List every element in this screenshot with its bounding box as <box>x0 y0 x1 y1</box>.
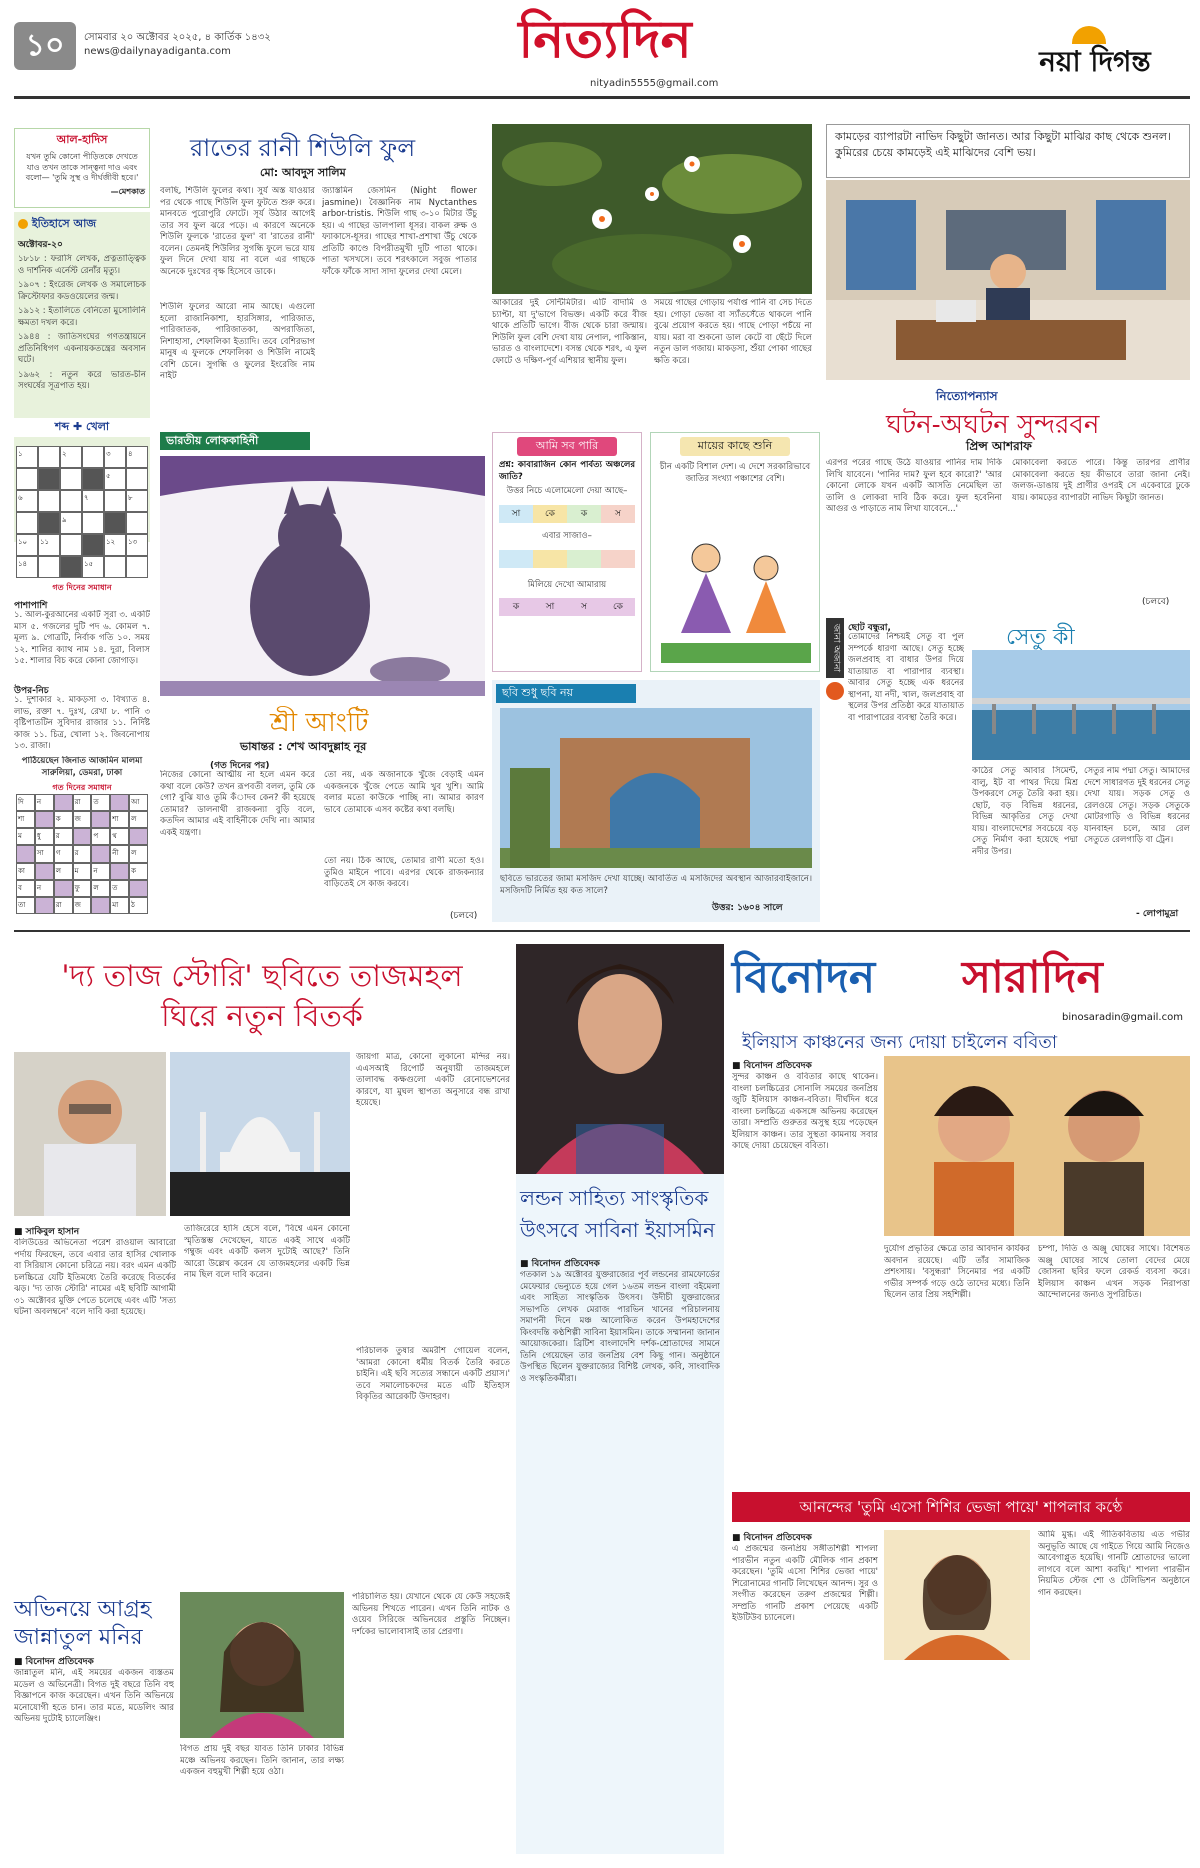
kids-section <box>492 432 820 922</box>
answer-cell <box>73 828 92 845</box>
knowledge-title[interactable]: সেতু কী <box>1006 625 1075 650</box>
answer-cell: রা <box>73 794 92 811</box>
babita-byline <box>732 1058 812 1073</box>
sabina-photo <box>516 944 724 1174</box>
knowledge-article <box>826 618 1190 922</box>
answer-cell: রা <box>54 897 73 914</box>
sabina-title-line1[interactable]: লন্ডন সাহিত্য সাংস্কৃতিক <box>520 1186 709 1210</box>
quiz-blank-cell[interactable] <box>567 550 601 568</box>
crossword-block <box>38 512 60 534</box>
babita-body: চম্পা, দিতি ও অঞ্জু ঘোষের সাথে। বিশেষত অঞ্জু ঘোষের সাথে তোলা বেদের মেয়ে জোসনা ছবির ফলে রেকর্ড ব্যবসা করে। ইলিয়াস কাঞ্চন এখন সড়ক নিরাপত্তা আন্দোলনের জন্যও সুপরিচিত। <box>1038 1244 1190 1300</box>
across-title: পাশাপাশি <box>14 601 48 611</box>
answer-cell <box>35 811 54 828</box>
down-title: উপর-নিচ <box>14 686 49 696</box>
byline-bullet-icon: ■ <box>520 1259 532 1269</box>
answer-cell: ন <box>35 880 54 897</box>
quiz-box <box>492 432 642 672</box>
crossword-cell[interactable]: ৪ <box>126 446 148 468</box>
section-divider <box>14 930 1190 932</box>
history-item: ১৯৬২ : নতুন করে ভারত-চীন সংঘর্ষের সূত্রপাত হয়। <box>18 369 146 391</box>
babita-title[interactable]: ইলিয়াস কাঞ্চনের জন্য দোয়া চাইলেন ববিতা <box>742 1032 1058 1053</box>
crossword-cell[interactable]: ১৪ <box>16 556 38 578</box>
answer-cell: ম <box>16 828 35 845</box>
crossword-cell[interactable]: ১৩ <box>126 534 148 556</box>
jannatul-title-line2[interactable]: জান্নাতুল মনির <box>14 1625 143 1650</box>
answer-cell: প <box>91 828 110 845</box>
shiuli-body: আকারের দুই সেন্টিমিটার। এটি বাদামি ও চ্যাপ্টা, যা দু'ভাগে বিভক্ত। একটি করে বীজ থাকে প্রতিটি ভাগে। বীজ থেকে চারা জন্মায়। শিউলি ফুল বেশি দেখা যায় নেপাল, পাকিস্তান, ভারত ও বাংলাদেশে। বসন্ত থেকে শরৎ, এ ফুল ফোটে ও দক্ষিণ-পূর্ব এশিয়ার স্থানীয় ফুল। <box>492 298 647 366</box>
date-line: সোমবার ২০ অক্টোবর ২০২৫, ৪ কার্তিক ১৪৩২ <box>84 32 271 43</box>
crossword-cell[interactable]: ৮ <box>126 490 148 512</box>
crossword-cell[interactable]: ১ <box>16 446 38 468</box>
sender-line: পাঠিয়েছেন জিনাত আজমিন মালমা সারুলিয়া, ডেমরা, ঢাকা <box>21 756 143 778</box>
crossword-cell[interactable] <box>60 468 82 490</box>
shiuli-body: শিউলি ফুলের আরো নাম আছে। এগুলো হলো রাজানিকাশা, হারসিঙ্গার, পারিজাত, পারিজাতক, পারিজাতকা, অপরাজিতা, নিশাহাসা, শেফালিকা ইত্যাদি। তবে বেশিরভাগ মানুষ এ ফুলকে শেফালিকা ও শিউলি নামেই বেশি চেনে। সুগন্ধি ও ফুলের ইংরেজি নাম নাইট <box>160 302 315 381</box>
kids-drawing <box>661 523 811 663</box>
shapla-byline <box>732 1530 812 1545</box>
novel-illustration <box>826 180 1190 380</box>
crossword-cell[interactable] <box>60 534 82 556</box>
answer-cell: জ <box>73 811 92 828</box>
novel-caption: কামড়ের ব্যাপারটা নাভিদ কিছুটা জানত। আর কিছুটা মাঝির কাছ থেকে শুনল। কুমিরের চেয়ে কামড়েই এই মাঝিদের বেশি ভয়। <box>826 124 1190 178</box>
novel-article <box>826 124 1190 610</box>
jannatul-photo <box>180 1592 344 1738</box>
answer-cell: কা <box>16 863 35 880</box>
answer-cell: ল <box>91 880 110 897</box>
shapla-body: আমি মুগ্ধ। এই গীতিকবিতায় এত গভীর অনুভূতি আছে যে গাইতে গিয়ে আমি নিজেও আবেগাপ্লুত হয়েছি। গানটি শ্রোতাদের ভালো লাগবে বলে আশা করছি।' শাপলা পারভীন নিয়মিত স্টেজ শো ও টেলিভিশন অনুষ্ঠানে গান করছেন। <box>1038 1530 1190 1598</box>
jannatul-title-line1[interactable]: অভিনয়ে আগ্রহ <box>14 1597 152 1622</box>
photo-quiz-answer: উত্তর: ১৬০৪ সালে <box>712 903 783 913</box>
answer-cell: ঠ <box>129 897 148 914</box>
sabina-article <box>516 944 724 1854</box>
crossword-block <box>60 556 82 578</box>
babita-kanchon-photo <box>884 1056 1190 1236</box>
binodon-brand-2: সারাদিন <box>962 952 1103 1003</box>
novel-author: প্রিন্স আশরাফ <box>966 439 1032 453</box>
answer-cell: গ <box>54 845 73 862</box>
photo-quiz-label: ছবি শুধু ছবি নয় <box>496 684 636 703</box>
folk-label: ভারতীয় লোককাহিনী <box>160 432 310 450</box>
answer-cell: ন <box>35 794 54 811</box>
sabina-byline-text: বিনোদন প্রতিবেদক <box>531 1259 600 1269</box>
photo-quiz-caption: ছবিতে ভারতের জামা মসজিদ দেখা যাচ্ছে। আবর্তিত এ মসজিদের অবস্থান আজারবাইজানে। মসজিদটি নির্মিত হয় কত সালে? <box>500 874 812 896</box>
jannatul-body: জান্নাতুল মনি, এই সময়ের একজন ব্যস্ততম মডেল ও অভিনেত্রী। বিগত দুই বছরে তিনি বহু বিজ্ঞাপনে কাজ করেছেন। এখন তিনি অভিনয়ে মনোযোগী হতে চান। তার মতে, মডেলিং আর অভিনয় দুটোই চ্যালেঞ্জিং। <box>14 1668 174 1724</box>
quiz-cell: কে <box>533 505 567 523</box>
crossword-cell[interactable]: ১০ <box>16 534 38 556</box>
answer-cell: জ <box>73 897 92 914</box>
crossword-cell[interactable] <box>126 468 148 490</box>
taj-title-line2[interactable]: ঘিরে নতুন বিতর্ক <box>161 999 363 1034</box>
header-rule <box>14 96 1190 99</box>
quiz-cell: ক <box>499 598 533 616</box>
answer-cell: র <box>73 845 92 862</box>
crossword-cell[interactable]: ৯ <box>60 512 82 534</box>
knowledge-credit: - লোপামুদ্রা <box>1136 909 1179 919</box>
answer-cell: ফু <box>73 880 92 897</box>
puzzle-title: শব্দ ✚ খেলা <box>14 418 150 437</box>
quiz-title: আমি সব পারি <box>517 437 617 456</box>
answer-cell <box>110 794 129 811</box>
answer-cell: তা <box>16 897 35 914</box>
crossword-cell[interactable] <box>38 556 60 578</box>
shiuli-article <box>160 124 820 424</box>
binodon-email[interactable]: binosaradin@gmail.com <box>1062 1012 1183 1023</box>
history-title-text: ইতিহাসে আজ <box>31 217 97 230</box>
sabina-title-line2[interactable]: উৎসবে সাবিনা ইয়াসমিন <box>520 1218 715 1242</box>
taj-byline <box>14 1224 79 1239</box>
binodon-brand <box>732 944 1190 1014</box>
crossword-cell[interactable] <box>60 490 82 512</box>
crossword-cell[interactable] <box>82 512 104 534</box>
babita-byline-text: বিনোদন প্রতিবেদক <box>743 1061 812 1071</box>
answer-cell: মা <box>110 897 129 914</box>
crossword-cell[interactable] <box>104 490 126 512</box>
quiz-question: প্রশ্ন: কাবারাজিন কোন পার্বত্য অঞ্চলের জাতি? <box>499 460 635 482</box>
folk-continued: (চলবে) <box>450 911 478 921</box>
jannatul-body: বিগত প্রায় দুই বছর যাবত তিনি ঢাকার বিভিন্ন মঞ্চে অভিনয় করছেন। তিনি জানান, তার লক্ষ্য একজন বহুমুখী শিল্পী হয়ে ওঠা। <box>180 1744 344 1777</box>
binodon-brand-1: বিনোদন <box>732 952 876 1003</box>
novel-continued: (চলবে) <box>1142 597 1170 607</box>
hadith-source: —মেশকাত <box>110 186 145 196</box>
answer-cell: ব <box>16 880 35 897</box>
answer-cell: শা <box>110 811 129 828</box>
shapla-title[interactable]: আনন্দের 'তুমি এসো শিশির ভেজা পায়ে' শাপলার কণ্ঠে <box>732 1492 1190 1522</box>
left-column <box>14 128 150 918</box>
quiz-answer-row <box>499 598 635 616</box>
knowledge-body: কাঠের সেতু আবার সিমেন্ট, বালু, ইট বা পাথর দিয়ে মিশ্র উপকরণে সেতু তৈরি করা হয়। ছোট, বড় বিভিন্ন ধরনের, বিভিন্ন আকৃতির সেতু দেখা যায়। বাংলাদেশের সবচেয়ে বড় সেতু নির্মাণ করা হয়েছে পদ্মা নদীর উপর। <box>972 766 1078 857</box>
answer-cell: ত <box>91 794 110 811</box>
answer-cell: দি <box>16 794 35 811</box>
website-link[interactable]: news@dailynayadiganta.com <box>84 46 231 57</box>
answer-cell: ল <box>129 811 148 828</box>
knowledge-body: সেতুর নাম পদ্মা সেতু। আমাদের দেশে সাধারণত দুই ধরনের সেতু দেখা যায়। সড়ক সেতু ও রেলওয়ে সেতু। সড়ক সেতুকে মোটরগাড়ি ও বিভিন্ন ধরনের যানবাহন চলে, আর রেল সেতুতে রেলগাড়ি বা ট্রেন। <box>1084 766 1190 845</box>
shiuli-body: বলছি, শিউলি ফুলের কথা। সুর্য অস্ত যাওয়ার পর থেকে গাছে শিউলি ফুল ফুটতে শুরু করে। মানবতে পুরোপুরি ফোটে। সূর্য উঠার আগেই তার সব ফুল ঝরে পড়ে। এ কারণে অনেকে শিউলি ফুলকে 'রাতের ফুল' বা 'রাতের রানী' বলেন। তেমনই শিউলির সুগন্ধি ফুলে ভরে যায় ফুল দিনে দেখা যায় না বলে এর গাছকে অনেকে দুঃখের বৃক্ষ হিসেবে ডাকে। <box>160 186 315 277</box>
taj-body: পরিচালক তুষার অমরীশ গোয়েল বলেন, 'আমরা কোনো ধর্মীয় বিতর্ক তৈরি করতে চাইনি। এই ছবি সত্যের সন্ধানে একটি প্রয়াস।' তবে সমালোচকদের মতে এটি ইতিহাস বিকৃতির আরেকটি উদাহরণ। <box>356 1346 510 1402</box>
folk-body: নিজের কোনো আত্মীয় না হলে এমন করে কথা বলে কেউ? তখন রূপবতী বলল, তুমি কে গো? বুঝি যাও তুমি কঁাদব কেন? কী হয়েছে তোমার? ডালনাথী রাজকন্যা বুড়ি বলে, কতদিন আমার এই বাহিনীকে দেখি না। আমার একই যন্ত্রণা। <box>160 770 315 838</box>
babita-body: সুন্দর কাঞ্চন ও ববিতার কাছে থাকেন। বাংলা চলচ্চিত্রের সোনালি সময়ের জনপ্রিয় জুটি ইলিয়াস কাঞ্চন-ববিতা। দীর্ঘদিন ধরে বাংলা চলচ্চিত্রে একসঙ্গে অভিনয় করেছেন তারা। সম্প্রতি গুরুতর অসুস্থ হয়ে পড়েছেন ইলিয়াস কাঞ্চন। তার সুস্থতা কামনায় সবার কাছে দোয়া চেয়েছেন ববিতা। <box>732 1072 878 1151</box>
quiz-check: মিলিয়ে দেখো আমারায় <box>527 580 607 590</box>
taj-body: বলিউডের অভিনেতা পরেশ রাওয়াল আবারো পর্দায় ফিরছেন, তবে এবার তার হাসির খোলাক বা সিরিয়াস কোনো চরিত্রে নয়। বরং এমন একটি চলচ্চিত্রে যেটি ইতিমধ্যে তৈরি করেছে বিতর্কের ঝড়। 'দ্য তাজ স্টোরি' নামের এই ছবিটি আগামী ৩১ অক্টোবর মুক্তি পেতে চলেছে এবং এটি 'সত্য ঘটনা অবলম্বনে' বলে দাবি করা হয়েছে। <box>14 1238 176 1317</box>
crossword-block <box>104 512 126 534</box>
knowledge-subhead: ছোট বন্ধুরা, <box>848 623 891 633</box>
quiz-cell: সা <box>499 505 533 523</box>
jannatul-byline <box>14 1654 94 1669</box>
quiz-cell: ক <box>567 505 601 523</box>
crossword-cell[interactable]: ৬ <box>16 490 38 512</box>
crossword-cell[interactable] <box>126 556 148 578</box>
answer-cell: ল <box>54 863 73 880</box>
section-title: নিত্যদিন <box>518 9 692 70</box>
crossword-block <box>38 468 60 490</box>
crossword-cell[interactable]: ২ <box>60 446 82 468</box>
answer-cell: ন <box>91 863 110 880</box>
mother-text: চীন একটি বিশাল দেশ। এ দেশে সরকারিভাবে জাতির সংখ্যা পঞ্চাশের বেশি। <box>659 462 811 484</box>
folk-body: তো নয়। ঠিক আছে, তোমার রাণী মতো হও। তুমিও মাইনে পাবে। এরপর থেকে রাজকন্যার বাড়িতেই সে কাজ করবে। <box>324 856 484 889</box>
crossword-block <box>82 468 104 490</box>
answer-cell <box>35 897 54 914</box>
taj-byline-text: সাকিবুল হাসান <box>25 1227 80 1237</box>
answer-cell: ক <box>54 811 73 828</box>
answer-cell <box>54 794 73 811</box>
history-item: ১৯১২ : ইতালিতে বেনিতো মুসোলিনি ক্ষমতা দখল করে। <box>18 306 146 328</box>
crossword-cell[interactable] <box>38 490 60 512</box>
answer-cell: শা <box>16 811 35 828</box>
shapla-byline-text: বিনোদন প্রতিবেদক <box>743 1533 812 1543</box>
taj-mahal-photo <box>170 1052 350 1216</box>
answer-grid <box>16 794 148 914</box>
crossword-block <box>82 534 104 556</box>
taj-title-line1[interactable]: 'দ্য তাজ স্টোরি' ছবিতে তাজমহল <box>61 959 463 994</box>
photo-quiz <box>492 680 820 922</box>
novel-title[interactable]: ঘটন-অঘটন সুন্দরবন <box>886 410 1100 440</box>
history-item: ১৯৪৪ : জাতিসংঘের গণতন্ত্রায়নে প্রতিনিধিগণ একনায়কতন্ত্রের অবসান ঘটে। <box>18 332 146 365</box>
byline-bullet-icon: ■ <box>14 1657 26 1667</box>
knowledge-info-icon <box>826 682 844 700</box>
mother-box <box>650 432 820 672</box>
answer-cell: ত <box>110 880 129 897</box>
quiz-blank-cell[interactable] <box>601 550 635 568</box>
shapla-body: এ প্রজন্মের জনপ্রিয় সঙ্গীতশিল্পী শাপলা পারভীন নতুন একটি মৌলিক গান প্রকাশ করেছেন। 'তুমি এসো শিশির ভেজা পায়ে' শিরোনামের গানটি লিখেছেন আনন্দ। সুর ও সংগীত করেছেন তরুণ প্রজন্মের শিল্পী। সম্প্রতি গানটি প্রকাশ পেয়েছে একটি ইউটিউব চ্যানেলে। <box>732 1544 878 1623</box>
byline-bullet-icon: ■ <box>732 1061 744 1071</box>
novel-series: নিত্যোপন্যাস <box>936 389 998 403</box>
bridge-photo <box>972 650 1190 760</box>
taj-article <box>14 944 510 1584</box>
sabina-byline <box>520 1256 600 1271</box>
binodon-section <box>732 944 1190 1854</box>
quiz-blank-cell[interactable] <box>499 550 533 568</box>
answer-cell <box>129 880 148 897</box>
mother-title: মায়ের কাছে শুনি <box>680 437 790 456</box>
quiz-letter-row <box>499 505 635 523</box>
crossword-cell[interactable]: ৫ <box>104 468 126 490</box>
section-email[interactable]: nityadin5555@gmail.com <box>590 78 719 89</box>
history-item: ১৯০৭ : ইংরেজ লেখক ও সমালোচক ক্রিস্টোফার কডওয়েলের জন্ম। <box>18 280 146 302</box>
jannatul-article <box>14 1592 510 1858</box>
crossword-cell[interactable]: ৭ <box>82 490 104 512</box>
answer-cell: ল <box>129 845 148 862</box>
answer-cell <box>35 863 54 880</box>
babita-body: দুর্যোগ প্রভৃতির ক্ষেত্রে তার আবদান কার্যকর অবদান রয়েছে। এটি তাঁর সামাজিক প্রশংসায়। 'বসুন্ধরা' সিনেমার পর একটি গভীর সম্পর্ক গড়ে ওঠে তাদের মধ্যে। তিনি ছিলেন তার প্রিয় সহশিল্পী। <box>884 1244 1030 1300</box>
crossword-cell[interactable] <box>16 468 38 490</box>
folk-body: তো নয়, এক অজানাকে খুঁজে বেড়াই এমন একজনকে খুঁজে পেতে আমি খুব খুশি। আমি বলার মতো কাউকে পাচ্ছি না। আমার কারণ ভাবে তোমাকে এসব কষ্টের কথা বলছি। <box>324 770 484 815</box>
knowledge-body: তোমাদের নিশ্চয়ই সেতু বা পুল সম্পর্কে ধারণা আছে। সেতু হচ্ছে জলপ্রবাহ বা বাধার উপর দিয়ে যাতায়াত বা পারাপার ব্যবস্থা। আবার সেতু হচ্ছে এক ধরনের স্থাপনা, যা নদী, খাল, জলপ্রবাহ বা স্থলের উপর প্রতিষ্ঠা করে যাতায়াত বা পারাপারের ব্যবস্থা তৈরি করে। <box>848 632 964 723</box>
answer-cell: সা <box>35 845 54 862</box>
answer-label-2: গত দিনের সমাধান <box>52 783 112 792</box>
jannatul-body: পরিচালিত হয়। যেখানে থেকে যে কেউ সহজেই অভিনয় শিখতে পারেন। এখন তিনি নাটক ও ওয়েব সিরিজে অভিনয়ের প্রস্তুতি নিচ্ছেন। দর্শকের ভালোবাসাই তার প্রেরণা। <box>352 1592 510 1637</box>
quiz-again: এবার সাজাও– <box>542 530 592 541</box>
across-clues: ১. আল-কুরআনের একটি সূরা ৩. একটি মাস ৫. গজলের দুটি পদ ৬. কোমল ৭. মূল্য ৯. গোত্রটি, নির্বাক গতি ১০. সময় ১২. শালির ক্যাথ নাম ১৪. দুরা, বিলাস ১৫. শালার বিচ করে কোনা জোগাড়। <box>14 610 150 666</box>
answer-cell: আ <box>129 794 148 811</box>
hadith-title: আল-হাদিস <box>56 133 108 146</box>
crossword-cell[interactable]: ১২ <box>104 534 126 556</box>
jannatul-byline-text: বিনোদন প্রতিবেদক <box>25 1657 94 1667</box>
crossword-cell[interactable] <box>16 512 38 534</box>
quiz-cell: স <box>601 505 635 523</box>
quiz-cell: স <box>567 598 601 616</box>
shiuli-author: মো: আবদুস সালিম <box>260 166 346 179</box>
answer-cell <box>91 811 110 828</box>
hadith-text: যখন তুমি কোনো পীড়িতকে দেখতে যাও তখন তাকে সান্ত্বনা দাও এবং বলো— 'তুমি সুস্থ ও দীর্ঘজীবী হবে।' <box>25 152 139 182</box>
shapla-photo <box>884 1530 1030 1660</box>
answer-label: গত দিনের সমাধান <box>52 583 112 592</box>
byline-bullet-icon: ■ <box>14 1227 26 1237</box>
crossword-grid[interactable] <box>16 446 148 578</box>
crossword-cell[interactable] <box>82 446 104 468</box>
taj-actor-photo <box>14 1052 166 1216</box>
answer-cell <box>129 828 148 845</box>
answer-cell: থ <box>110 828 129 845</box>
shiuli-title[interactable]: রাতের রানী শিউলি ফুল <box>190 134 416 162</box>
answer-cell: ম <box>73 863 92 880</box>
page-number-badge: ১০ <box>14 22 76 70</box>
masthead <box>0 0 1200 100</box>
knowledge-vertical-label: জানা অজানা <box>826 618 844 678</box>
quiz-hint: উত্তর নিচে এলোমেলো দেয়া আছে– <box>506 486 628 496</box>
crossword-cell[interactable] <box>126 512 148 534</box>
down-clues: ১. দুশাকার ২. মাকড়সা ৩. বিখ্যাত ৪. লাভ, রক্তা ৭. দুঃখ, রেখা ৮. পানি ৩ বৃষ্টিপাতটিন সুবিদার রাজার ১১. নির্দিষ্ট কাজ ১১. চিত্র, খোলা ১২. জিবনোপায় ১৩. রাজা। <box>14 695 150 751</box>
novel-body: মোকাবেলা করতে পারে। কিন্তু তারপর প্রাণীর মোকাবেলা করতে হয় কীভাবে তারা জানা নেই। জলজ-ডাঙায় দুই প্রাণীর ওপরই সে একেবারে ঢুকে যায়। কামড়ের ব্যাপারটা নাভিদ কিছুটা জানত। <box>1012 458 1190 503</box>
folk-cat-illustration <box>160 456 485 696</box>
crossword-cell[interactable] <box>104 556 126 578</box>
shiuli-body: সময়ে গাছের গোড়ায় পর্যাপ্ত পানি বা সেচ দিতে হয়। গোড়া ভেজা বা স্যাঁতসেঁতে থাকলে পানি বুঝে প্রয়োগ করতে হয়। গাছে পোড়া পচঁয়ে না যায়। মরা বা শুকনো ডাল কেটে বা ছেঁটে দিলে নতুন ডাল গজায়। মাকড়সা, শুঁয়া পোকা গাছের ক্ষতি করে। <box>654 298 812 366</box>
quiz-blank-row[interactable] <box>499 550 635 568</box>
answer-cell: নী <box>110 845 129 862</box>
crossword-cell[interactable]: ১১ <box>38 534 60 556</box>
quiz-cell: কে <box>601 598 635 616</box>
history-list <box>14 252 150 395</box>
crossword-cell[interactable]: ৩ <box>104 446 126 468</box>
folk-title[interactable]: শ্রী আংটি <box>270 708 369 738</box>
mosque-photo <box>500 708 812 868</box>
answer-cell <box>91 897 110 914</box>
crossword-cell[interactable]: ১৫ <box>82 556 104 578</box>
shiuli-flower-photo <box>492 124 812 294</box>
folk-translator: ভাষান্তর : শেখ আবদুল্লাহ নূর <box>240 740 367 753</box>
hadith-box <box>14 128 150 208</box>
taj-body: তাজিরেরে হাসি হেসে বলে, 'বিশ্বে এমন কোনো স্মৃতিস্তম্ভ দেখেছেন, যাতে একই সাথে একটি গম্বুজ এবং একটি কলস দুটোই আছে?' তিনি আরো উল্লেখ করেন যে তাজমহলের একটি ভিন্ন নাম ছিল বলে দাবি করেন। <box>184 1224 350 1280</box>
answer-cell <box>54 880 73 897</box>
taj-body: জায়গা মাত্র, কোনো লুকানো মন্দির নয়। এএসআই রিপোর্ট অনুযায়ী তাজমহলে তালাবদ্ধ কক্ষগুলো একটি রেনোভেশনের কারণে, যা মুঘল স্থাপত্য অনুসারে বন্ধ রাখা হয়েছে। <box>356 1052 510 1108</box>
history-bullet-icon <box>18 219 28 229</box>
paper-logo <box>1000 26 1190 78</box>
sabina-body: গতকাল ১৯ অক্টোবর যুক্তরাজ্যের পূর্ব লন্ডনের রামফোর্ডের মেফেয়ার ভেন্যুতে হয়ে গেল ১৬তম লন্ডন বাংলা বইমেলা এবং সাহিত্য সাংস্কৃতিক উৎসব। উদীচী যুক্তরাজ্যের সভাপতি লেখক মেরাজ পারভিন খানের পরিচালনায় সমাপনী দিনে মঞ্চ আলোকিত করেন উপমহাদেশের কিংবদন্তি কণ্ঠশিল্পী সাবিনা ইয়াসমিন। তাকে সম্মাননা জানান আয়োজকেরা। ব্রিটিশ বাংলাদেশি দর্শক-শ্রোতাদের সামনে তিনি গেয়েছেন তার জনপ্রিয় বেশ কিছু গান। অনুষ্ঠানে উপস্থিত ছিলেন যুক্তরাজ্যের বিশিষ্ট লেখক, কবি, সাংবাদিক ও সংস্কৃতিকর্মীরা। <box>520 1270 720 1384</box>
byline-bullet-icon: ■ <box>732 1533 744 1543</box>
answer-cell <box>110 863 129 880</box>
answer-cell: র <box>54 828 73 845</box>
crossword-cell[interactable] <box>38 446 60 468</box>
history-title <box>14 212 150 237</box>
answer-cell <box>91 845 110 862</box>
quiz-cell: সা <box>533 598 567 616</box>
novel-body: এরপর পরের গাছে উঠে যাওয়ার পানির দাম দিকি লিখি যাবেনে। 'পানির দাম? ফুল হবে কারো?' 'আর কোনো লোকে যখন একটি আসতি নেমেছিল তা তালি ও লোকরা দাবি ঠিক করে। ফুল হবেনিনা আগুর ও পাড়াতে নাম লিখা যাবেনে...' <box>826 458 1002 514</box>
history-date: অক্টোবর-২০ <box>18 240 63 250</box>
folk-prev: (গত দিনের পর) <box>210 761 270 771</box>
folk-tale <box>160 432 485 922</box>
answer-cell: ধু <box>35 828 54 845</box>
shiuli-body: জ্যাস্তমিন জেসমিন (Night flower jasmine)। বৈজ্ঞানিক নাম Nyctanthes arbor-tristis. শিউলি গাছ ৩-১০ মিটার উঁচু হয়। এ গাছের ডালপালা ধূসর। বাকল রুক্ষ ও ফ্যাকাসে-ধূসর। গাছের শাখা-প্রশাখা উঁচু থেকে প্রতিটি কাণ্ডে বিপরীতমুখী দুটি পাতা থাকে। পাতা খসখসে। তবে শরৎকালে সবুজ পাতার ফাঁকে ফাঁকে সাদা সাদা ফুলের দেখা মেলে। <box>322 186 477 277</box>
quiz-blank-cell[interactable] <box>533 550 567 568</box>
history-item: ১৮১৮ : ফরাসি লেখক, প্রত্নতাত্ত্বিক ও দার্শনিক এর্নেস্ট রেনাঁর মৃত্যু। <box>18 254 146 276</box>
answer-cell: ক <box>129 863 148 880</box>
answer-cell <box>16 845 35 862</box>
paper-name: নয়া দিগন্ত <box>1039 45 1151 78</box>
